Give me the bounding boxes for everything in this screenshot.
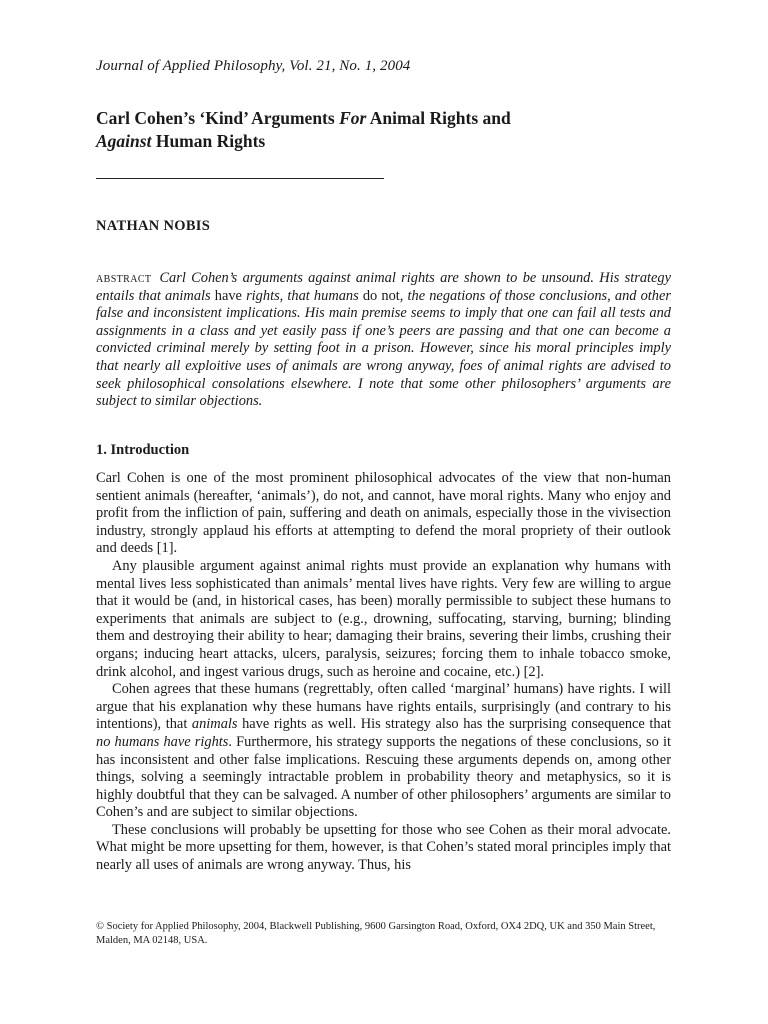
abstract-text-3: rights, that humans [241, 287, 363, 304]
paragraph-1: Carl Cohen is one of the most prominent philosophical advocates of the view that non-human sentient animals (hereafter, ‘animals’), do not, and cannot, have moral rights. Many who enjoy and profit from the infliction of pain, suffering and death on animals, especially those in the vivisection industry, strongly applaud his efforts at attempting to defend the moral propriety of their outlook and deeds [1]. [96, 470, 671, 557]
title-emphasis-for: For [339, 108, 367, 128]
paragraph-4: These conclusions will probably be upsetting for those who see Cohen as their moral advocate. What might be more upsetting for them, however, is that Cohen’s stated moral principles imply that nearly all uses of animals are wrong anyway. Thus, his [96, 821, 671, 874]
paragraph-3-text-e: . Furthermore, his strategy supports the negations of these conclusions, so it has inconsistent and other false implications. Rescuing these arguments depends on, among other things, solving a seemingly intractable problem in probability theory and metaphysics, so it is highly doubtful that they can be salvaged. A number of other philosophers’ arguments are similar to Cohen’s and are subject to similar objections. [96, 733, 671, 821]
abstract-text-5: , the negations of those conclusions, and other false and inconsistent implications. His main premise seems to imply that one can fail all tests and assignments in a class and yet easily pass if one’s peers are passing and that one can become a convicted criminal merely by setting foot in a prison. However, since his moral principles imply that nearly all exploitive uses of animals are wrong anyway, foes of animal rights are advised to seek philosophical consolations elsewhere. I note that some other philosophers’ arguments are subject to similar objections. [96, 287, 671, 410]
section-heading: 1. Introduction [96, 442, 190, 458]
copyright-footer: © Society for Applied Philosophy, 2004, Blackwell Publishing, 9600 Garsington Road, Oxford, OX4 2DQ, UK and 350 Main Street, Malden, MA 02148, USA. [96, 921, 656, 946]
title-emphasis-against: Against [96, 131, 152, 151]
paragraph-3-emphasis-no-humans: no humans have rights [96, 733, 229, 750]
paragraph-3-emphasis-animals: animals [191, 716, 238, 733]
paragraph-3-text-c: have rights as well. His strategy also has the surprising consequence that [237, 716, 671, 733]
title-part-3: Human Rights [151, 131, 266, 151]
paragraph-3-text-a: Cohen agrees that these humans (regrettably, often called ‘marginal’ humans) have rights. I will argue that his explanation why these humans have rights entails, surprisingly (and contrary to his intentions), that [96, 681, 671, 733]
paragraph-2: Any plausible argument against animal rights must provide an explanation why humans with mental lives less sophisticated than animals’ mental lives have rights. Very few are willing to argue that it would be (and, in historical cases, has been) morally permissible to subject these humans to experiments that animals are subject to (e.g., drowning, suffocating, starving, burning; blinding them and destroying their ability to hear; damaging their brains, severing their limbs, crushing their organs; inducing heart attacks, ulcers, paralysis, seizures; forcing them to inhale tobacco smoke, drink alcohol, and ingest various drugs, such as heroine and cocaine, etc.) [2]. [96, 557, 671, 680]
abstract-label: abstract [96, 270, 152, 286]
abstract [96, 270, 671, 411]
abstract-text-1: Carl Cohen’s arguments against animal rights are shown to be unsound. His strategy entails that animals [96, 270, 671, 304]
paragraph-3 [96, 681, 671, 822]
abstract-text-4: do not [362, 287, 400, 304]
title-part-1: Carl Cohen’s ‘Kind’ Arguments [96, 108, 340, 128]
body-text [96, 470, 671, 875]
author-name: NATHAN NOBIS [96, 218, 211, 234]
title-part-2: Animal Rights and [366, 108, 511, 128]
article-title [96, 107, 676, 153]
journal-citation: Journal of Applied Philosophy, Vol. 21, No. 1, 2004 [96, 58, 411, 74]
abstract-text-2: have [214, 287, 242, 304]
title-divider [96, 178, 384, 179]
